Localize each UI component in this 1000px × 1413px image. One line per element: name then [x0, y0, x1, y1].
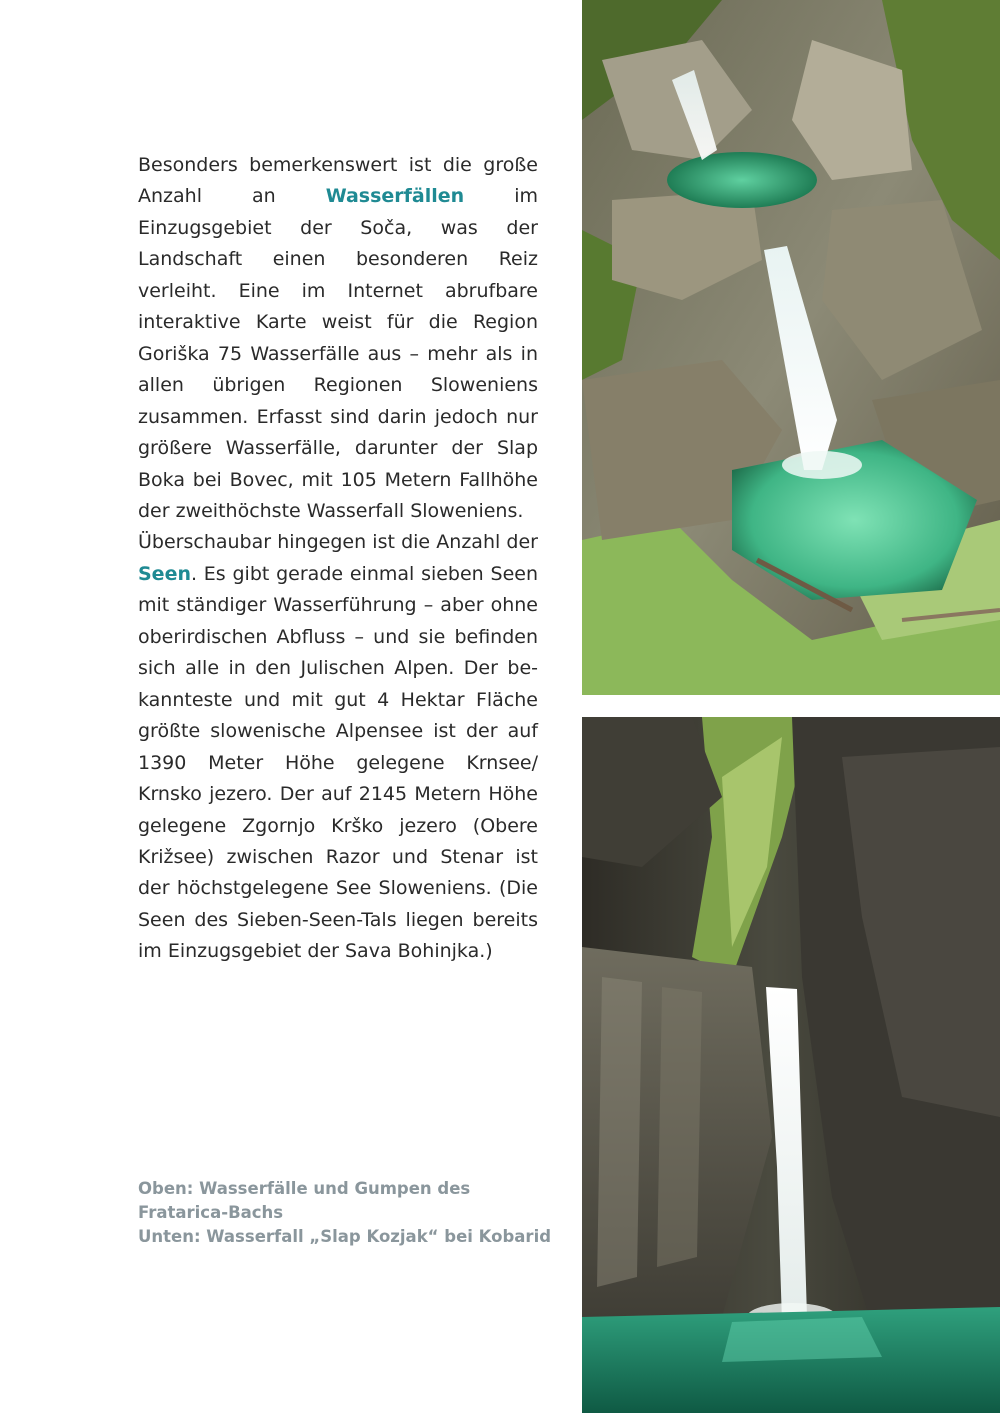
photo-caption [138, 1177, 558, 1249]
caption-line: Unten: Wasserfall „Slap Kozjak“ bei Kobarid [138, 1227, 552, 1246]
paragraph-text: Besonders bemerkenswert ist die große Anzahl an [138, 154, 538, 208]
paragraph-waterfalls [138, 150, 538, 527]
highlight-wasserfaellen: Wasserfällen [325, 185, 465, 208]
photo-fratarica-waterfalls [582, 0, 1000, 695]
paragraph-text: im Einzugsgebiet der Soča, was der Landschaft einen besonderen Reiz verleiht. Eine im Internet abrufbare interaktive Karte weist für die Region Goriška 75 Wasserfälle aus – mehr als in allen übrigen Regionen Sloweniens zusammen. Erfasst sind darin jedoch nur größere Wasserfälle, darunter der Slap Boka bei Bovec, mit 105 Metern Fallhöhe der zweithöchste Wasserfall Sloweniens. [138, 185, 538, 522]
paragraph-text: Überschaubar hingegen ist die Anzahl der [138, 531, 538, 554]
caption-line: Fratarica-Bachs [138, 1203, 284, 1222]
paragraph-text: . Es gibt gerade einmal sieben Seen mit ständiger Wasserführung – aber ohne oberirdischen Abfluss – und sie befinden sich alle in den Julischen Alpen. Der bekannteste und mit gut 4 Hektar Fläche größte slowenische Alpensee ist der auf 1390 Meter Höhe gelegene Krnsee/ Krnsko jezero. Der auf 2145 Metern Höhe gelegene Zgornjo Krško jezero (Obere Križsee) zwischen Razor und Stenar ist der höchstgelegene See Sloweniens. (Die Seen des Sieben-Seen-Tals liegen bereits im Einzugsgebiet der Sava Bohinjka.) [138, 562, 538, 963]
body-text [138, 150, 538, 968]
highlight-seen: Seen [138, 562, 191, 585]
paragraph-lakes [138, 527, 538, 967]
photo-slap-kozjak [582, 717, 1000, 1413]
caption-line: Oben: Wasserfälle und Gumpen des [138, 1179, 471, 1198]
